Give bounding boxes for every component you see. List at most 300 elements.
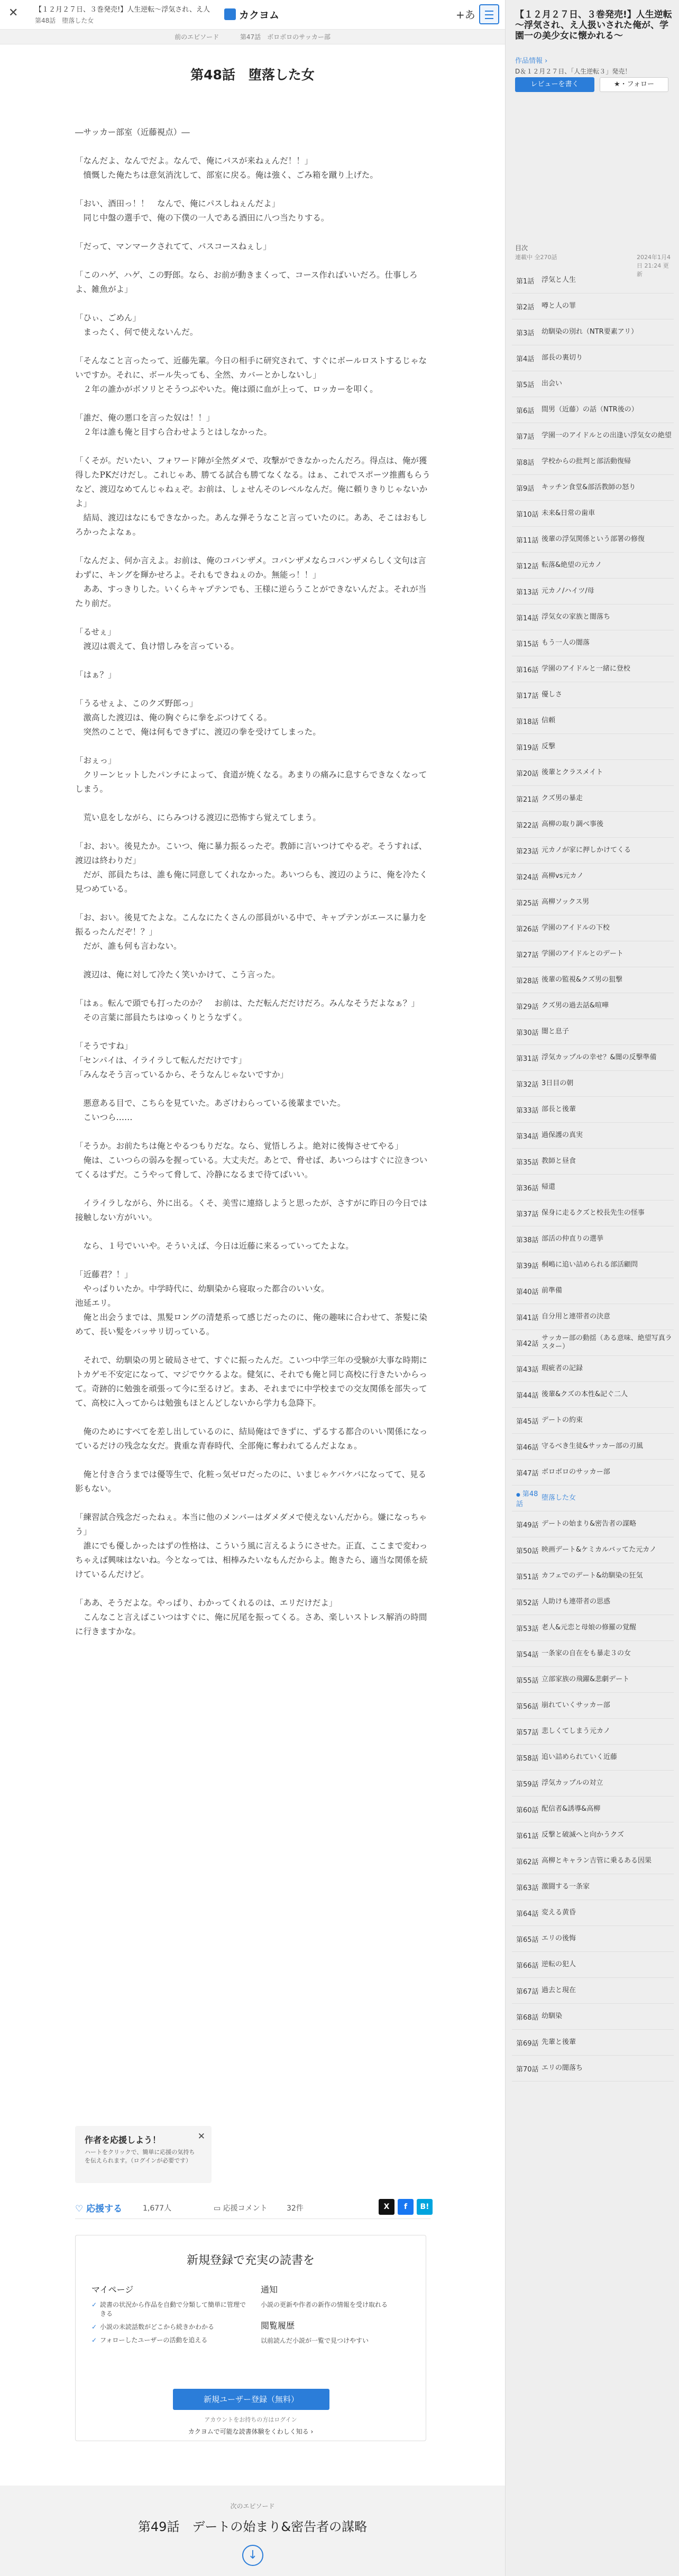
- toc-episode-item[interactable]: [512, 890, 674, 915]
- body-paragraph: [75, 539, 430, 554]
- toc-episode-item[interactable]: [512, 1589, 674, 1615]
- toc-episode-title: 出会い: [542, 380, 563, 388]
- toc-episode-number: 第27話: [516, 951, 539, 959]
- body-paragraph: [75, 182, 430, 197]
- episode-nav: [0, 30, 505, 44]
- toc-episode-item[interactable]: [512, 1796, 674, 1822]
- toc-episode-item[interactable]: [512, 1952, 674, 1978]
- write-review-button[interactable]: レビューを書く: [515, 77, 594, 92]
- arrow-down-icon[interactable]: ↓: [242, 2545, 263, 2566]
- work-title[interactable]: 【１２月２７日、３巻発売!】人生逆転～浮気され、え人: [35, 6, 210, 14]
- toc-episode-item[interactable]: [512, 1771, 674, 1796]
- toc-episode-title: 信頼: [542, 717, 556, 725]
- body-paragraph: 「なんだよ、何か言えよ。お前は、俺のコバンザメ。コバンザメならコバンザメらしく文句は言わずに、キングを輝かせろよ。それもできねぇのか。無能っ！！」: [75, 556, 426, 580]
- body-paragraph: 「そんなこと言ったって、近藤先輩。今日の相手に研究されて、すぐにボールロストするじゃないですか。それに、ボール失っても、全然、カバーとかしないし」: [75, 356, 427, 380]
- toc-episode-title: 転落&絶望の元カノ: [542, 561, 602, 569]
- mypage-benefit: ✓ 小説の未読話数がどこから続きかわかる: [91, 2323, 250, 2332]
- toc-episode-item[interactable]: [512, 734, 674, 760]
- toc-episode-number: 第32話: [516, 1080, 539, 1089]
- toc-episode-title: 後輩&クズの本性&記ぐ二人: [542, 1390, 628, 1398]
- toc-episode-title: 学園のアイドルの下校: [542, 924, 610, 932]
- toc-heading: 目次: [515, 244, 528, 252]
- body-paragraph: [75, 654, 430, 668]
- toc-episode-item[interactable]: [512, 345, 674, 371]
- body-paragraph: 「くそが。だいたい、フォワード陣が全然ダメで、攻撃ができなかったんだろ。得点は、俺が獲得したPKだけだし。これじゃあ、勝てる試合も勝てなくなる。はぁ、これでスポーツ推薦もらうなど、渡辺なめてんじゃねぇぞ。お前は、しょせんそのレベルなんだ。俺に頼りきりじゃないかよ」: [75, 456, 430, 508]
- toc-episode-number: 第65話: [516, 1936, 539, 1944]
- toc-episode-number: 第6話: [516, 407, 535, 415]
- history-text: 以前読んだ小説が一覧で見つけやすい: [261, 2337, 369, 2344]
- toc-episode-item[interactable]: [512, 449, 674, 475]
- toc-episode-item[interactable]: [512, 1123, 674, 1149]
- toc-episode-item[interactable]: [512, 604, 674, 630]
- body-paragraph: [75, 225, 430, 240]
- body-paragraph: [75, 439, 430, 454]
- work-info-link[interactable]: 作品情報 ›: [515, 57, 548, 65]
- prev-episode-link[interactable]: 前のエピソード: [175, 33, 219, 41]
- toc-episode-item[interactable]: [512, 1408, 674, 1434]
- body-paragraph: 誰にでも優しかったはずの性格は、こういう風に言えるようにさせた。正直、ここまで変わっちゃえば興味はないね。今となっては、相棒みたいなもんだからよ。飽きたら、適当な関係を続けているんだけど。: [75, 1541, 428, 1579]
- body-paragraph: 渡辺は、俺に対して冷たく笑いかけて、こう言った。: [75, 970, 280, 979]
- toc-episode-number: 第59話: [516, 1780, 539, 1789]
- body-paragraph: クリーンヒットしたパンチによって、食道が焼くなる。あまりの痛みに息すらできなくなってしまう。: [75, 770, 427, 794]
- toc-episode-number: 第10話: [516, 510, 539, 519]
- toc-episode-number: 第2話: [516, 303, 535, 311]
- toc-episode-title: 浮気女の家族と闇落ち: [542, 613, 611, 621]
- kakuyomu-logo-icon: [224, 8, 236, 20]
- toc-episode-item[interactable]: [512, 812, 674, 838]
- toc-episode-number: 第53話: [516, 1625, 539, 1633]
- comment-button[interactable]: ▭ 応援コメント: [214, 2204, 268, 2213]
- body-paragraph: [75, 682, 430, 696]
- toc-episode-title: 過保護の真実: [542, 1131, 583, 1139]
- toc-episode-item[interactable]: [512, 268, 674, 294]
- body-paragraph: 「練習試合残念だったねぇ。本当に他のメンバーはダメダメで使えないんだから。嫌になっちゃう」: [75, 1512, 427, 1536]
- toc-episode-title: 配信者&誘導&高柳: [542, 1805, 601, 1813]
- toc-episode-item[interactable]: [512, 579, 674, 604]
- toc-episode-item[interactable]: [512, 2004, 674, 2030]
- body-paragraph: だが、誰も何も言わない。: [75, 941, 182, 951]
- toc-episode-number: 第8話: [516, 459, 535, 467]
- body-paragraph: まったく、何で使えないんだ。: [75, 327, 198, 337]
- toc-episode-title: 立部家族の飛躍&悲劇デート: [542, 1675, 630, 1683]
- toc-meta: [515, 253, 674, 278]
- toc-episode-number: 第17話: [516, 692, 539, 700]
- toc-episode-item[interactable]: [512, 371, 674, 397]
- support-note-title: 作者を応援しよう！: [85, 2135, 161, 2145]
- body-paragraph: 「るせぇ」: [75, 627, 116, 637]
- toc-episode-title: 部長の裏切り: [542, 354, 583, 362]
- episode-body: [75, 111, 430, 1639]
- toc-episode-item[interactable]: [512, 1563, 674, 1589]
- toc-episode-item[interactable]: [512, 1822, 674, 1848]
- learn-more-link[interactable]: カクヨムで可能な読書体験をくわしく知る ›: [188, 2428, 314, 2435]
- hatena-bookmark-icon[interactable]: B!: [417, 2199, 433, 2215]
- toc-episode-number: 第37話: [516, 1210, 539, 1218]
- body-paragraph: [75, 297, 430, 311]
- toc-episode-title: 一条家の自在をも暴走３の女: [542, 1649, 631, 1657]
- toc-episode-item[interactable]: [512, 760, 674, 786]
- body-paragraph: 「お、おい。後見てたよな。こんなにたくさんの部員がいる中で、キャプテンがエースに暴力を振るったんだぞ！？」: [75, 913, 427, 937]
- toc-episode-title: 瑕疵者の記録: [542, 1364, 583, 1372]
- toc-episode-item[interactable]: [512, 993, 674, 1019]
- toc-episode-title: 部長と後輩: [542, 1105, 576, 1113]
- sidebar-work-title[interactable]: 【１２月２７日、３巻発売!】人生逆転～浮気され、え人扱いされた俺が、学園一の美少女に懐かれる～: [515, 10, 672, 41]
- toc-episode-number: 第66話: [516, 1961, 539, 1970]
- history-heading: 閲覧履歴: [261, 2321, 295, 2331]
- toc-episode-number: 第69話: [516, 2039, 539, 2048]
- body-paragraph: 「このハゲ、ハゲ、この野郎。なら、お前が動きまくって、コース作ればいいだろ。仕事しろよ、雑魚がよ」: [75, 270, 418, 294]
- toc-episode-title: 自分用と連帯者の決意: [542, 1313, 611, 1321]
- toc-episode-number: 第63話: [516, 1884, 539, 1892]
- login-link[interactable]: アカウントをお持ちの方はログイン: [204, 2416, 297, 2423]
- toc-episode-title: サッカー部の動揺（ある意味、絶望写真ラスター）: [542, 1334, 672, 1351]
- body-paragraph: 俺と付き合うまでは優等生で、化粧っ気ゼロだったのに、いまじゃケバケバになってて、見る影もない。: [75, 1470, 427, 1493]
- mypage-benefit: ✓ 読書の状況から作品を自動で分類して簡単に管理できる: [91, 2300, 250, 2318]
- toc-episode-title: 堕落した女: [542, 1494, 576, 1502]
- toc-episode-number: 第19話: [516, 744, 539, 752]
- body-paragraph: [75, 1025, 430, 1039]
- toc-episode-number: 第7話: [516, 433, 535, 441]
- current-section-label[interactable]: 第47話 ボロボロのサッカー部: [240, 33, 331, 41]
- toc-episode-item[interactable]: [512, 501, 674, 527]
- toc-episode-item[interactable]: [512, 1045, 674, 1071]
- toc-episode-title: もう一人の闇落: [542, 639, 590, 647]
- toc-episode-title: 反撃: [542, 742, 556, 750]
- toc-episode-item[interactable]: [512, 1978, 674, 2004]
- toc-episode-title: 学校からの批判と部活動復帰: [542, 457, 631, 465]
- toc-episode-number: 第55話: [516, 1676, 539, 1685]
- toc-episode-item[interactable]: [512, 397, 674, 423]
- toc-episode-number: 第46話: [516, 1443, 539, 1452]
- toc-updated: 2024年1月4日 21:24 更新: [637, 254, 671, 278]
- toc-episode-item[interactable]: [512, 708, 674, 734]
- toc-episode-number: 第30話: [516, 1029, 539, 1037]
- toc-episode-title: 先輩と後輩: [542, 2038, 576, 2046]
- toc-episode-title: クズ男の暴走: [542, 794, 583, 802]
- toc-episode-number: 第50話: [516, 1547, 539, 1555]
- toc-episode-item[interactable]: [512, 864, 674, 890]
- body-paragraph: イライラしながら、外に出る。くそ、美雪に連絡しようと思ったが、さすがに昨日の今日では接触しない方がいい。: [75, 1198, 427, 1222]
- body-paragraph: 「なんだよ、なんでだよ。なんで、俺にパスが来ねぇんだ！！」: [75, 156, 313, 166]
- toc-episode-item[interactable]: [512, 1019, 674, 1045]
- toc-episode-title: 前準備: [542, 1287, 563, 1295]
- x-share-icon[interactable]: X: [379, 2199, 394, 2215]
- toc-episode-title: 過去と現在: [542, 1986, 576, 1994]
- toc-episode-item[interactable]: [512, 838, 674, 864]
- toc-count: 連載中 全270話: [515, 254, 557, 261]
- body-paragraph: 「うるせぇよ、このクズ野郎っ」: [75, 699, 198, 708]
- body-paragraph: 渡辺は震えて、負け惜しみを言っている。: [75, 641, 239, 651]
- toc-episode-item[interactable]: [512, 682, 674, 708]
- toc-episode-item[interactable]: [512, 1382, 674, 1408]
- toc-episode-number: 第31話: [516, 1055, 539, 1063]
- toc-episode-title: 元カノが家に押しかけてくる: [542, 846, 631, 854]
- toc-episode-number: 第61話: [516, 1832, 539, 1840]
- toc-episode-title: 優しさ: [542, 691, 563, 699]
- toc-episode-number: 第68話: [516, 2013, 539, 2022]
- body-paragraph: ああ、すっきりした。いくらキャプテンでも、王様に逆らうことができないんだよ。それが当たり前だ。: [75, 584, 427, 608]
- toc-episode-title: 高柳の取り調べ事後: [542, 820, 604, 828]
- toc-episode-number: 第64話: [516, 1910, 539, 1918]
- toc-episode-title: 帰還: [542, 1183, 556, 1191]
- body-paragraph: 突然のことで、俺は何もできずに、渡辺の拳を受けてしまった。: [75, 727, 321, 737]
- mypage-column: [91, 2283, 250, 2349]
- toc-episode-title: 浮気カップルの対立: [542, 1779, 603, 1787]
- follow-button[interactable]: ★・フォロー: [600, 77, 668, 92]
- toc-episode-title: 桐嶋に追い詰められる部活顧問: [542, 1261, 638, 1269]
- toc-menu-button[interactable]: [479, 4, 499, 24]
- notify-text: 小説の更新や作者の新作の情報を受け取れる: [261, 2301, 388, 2308]
- toc-episode-number: 第1話: [516, 277, 535, 286]
- toc-episode-number: 第26話: [516, 925, 539, 933]
- body-paragraph: [75, 1453, 430, 1468]
- toc-episode-number: 第36話: [516, 1184, 539, 1193]
- site-logo[interactable]: [224, 7, 279, 21]
- close-icon[interactable]: ✕: [197, 2131, 205, 2142]
- toc-episode-item[interactable]: [512, 1848, 674, 1874]
- toc-episode-number: 第24話: [516, 873, 539, 882]
- toc-episode-number: 第40話: [516, 1288, 539, 1296]
- body-paragraph: こいつら……: [75, 1113, 133, 1122]
- toc-episode-item[interactable]: [512, 553, 674, 579]
- body-paragraph: 荒い息をしながら、にらみつける渡辺に恐怖すら覚えてしまう。: [75, 813, 321, 822]
- body-paragraph: ―サッカー部室（近藤視点）―: [75, 127, 190, 137]
- toc-episode-item[interactable]: [512, 1667, 674, 1693]
- cheer-count[interactable]: 1,677人: [143, 2204, 172, 2213]
- toc-episode-title: 学園のアイドルとのデート: [542, 950, 623, 958]
- toc-episode-item[interactable]: [512, 1615, 674, 1641]
- toc-episode-item[interactable]: [512, 656, 674, 682]
- toc-episode-item[interactable]: [512, 1175, 674, 1200]
- sidebar-news[interactable]: D＆１２月２７日、「人生逆転３」発売！: [515, 68, 631, 75]
- toc-episode-item[interactable]: [512, 1745, 674, 1771]
- body-paragraph: 池延エリ。: [75, 1298, 116, 1308]
- body-paragraph: 「みんなそう言っているから、そうなんじゃないですか」: [75, 1070, 289, 1079]
- toc-episode-title: 教師と昼食: [542, 1157, 576, 1165]
- body-paragraph: [75, 397, 430, 411]
- body-paragraph: 「ひぃ、ごめん」: [75, 313, 141, 323]
- toc-episode-item[interactable]: [512, 1097, 674, 1123]
- toc-episode-number: 第33話: [516, 1106, 539, 1115]
- mypage-heading: マイページ: [91, 2285, 134, 2295]
- body-paragraph: ２年は誰も俺と目すら合わせようとはしなかった。: [75, 427, 272, 437]
- toc-episode-number: 第20話: [516, 769, 539, 778]
- body-paragraph: 「センパイは、イライラして転んだだけです」: [75, 1056, 246, 1065]
- body-paragraph: 俺は、こいつらの弱みを握っている。大丈夫だ。あとで、脅せば、あいつらはすぐに泣きついてくるはずだ。こうやって脅して、冷静になるまで待てばいい。: [75, 1156, 428, 1179]
- facebook-share-icon[interactable]: f: [398, 2199, 414, 2215]
- toc-episode-title: 逆転の犯人: [542, 1960, 576, 1968]
- body-paragraph: 「誰だ、俺の悪口を言った奴は！！」: [75, 413, 215, 423]
- font-size-button[interactable]: +あ: [456, 8, 475, 21]
- toc-episode-title: 3日目の朝: [542, 1079, 574, 1087]
- body-paragraph: それで、幼馴染の男と破局させて、すぐに振ったんだ。こいつ中学三年の受験が大事な時期にトカゲモ不安定になって、マジでウケるよな。健気に、それでも俺と同じ高校に行きたいからって。奇跡的に勉強を頑張って今に至るけど。まあ、それまでに中学校までの交友関係を部失ってて、高校に入ってからは勉強もほとんどしないから学力も急降下。: [75, 1355, 427, 1408]
- toc-episode-number: 第4話: [516, 355, 535, 363]
- toc-episode-item[interactable]: [512, 2030, 674, 2056]
- toc-episode-number: 第18話: [516, 718, 539, 726]
- cheer-button[interactable]: ♡ 応援する: [75, 2204, 123, 2214]
- episode-subtitle: 第48話 堕落した女: [35, 17, 94, 24]
- toc-episode-item[interactable]: [512, 1511, 674, 1537]
- toc-episode-title: 激闘する一条家: [542, 1883, 590, 1891]
- toc-episode-title: 幼馴染の別れ（NTR要素アリ）: [542, 328, 638, 336]
- toc-episode-item[interactable]: [512, 1356, 674, 1382]
- comment-label: 応援コメント: [223, 2204, 268, 2213]
- body-paragraph: 「お、おい。後見たか。こいつ、俺に暴力振るったぞ。教師に言いつけてやるぞ。そうすれば、渡辺は終わりだ」: [75, 841, 427, 865]
- toc-episode-title: 後輩の浮気関係という部署の修復: [542, 535, 645, 543]
- toc-episode-item[interactable]: [512, 1149, 674, 1175]
- toc-episode-number: 第47話: [516, 1469, 539, 1478]
- toc-episode-item[interactable]: [512, 1486, 674, 1511]
- toc-episode-title: 後輩の監視&クズ男の狙撃: [542, 976, 623, 984]
- toc-episode-title: エリの闇落ち: [542, 2064, 583, 2072]
- toc-episode-number: 第12話: [516, 562, 539, 571]
- body-paragraph: やっぱりいたか。中学時代に、幼馴染から寝取った都合のいい女。: [75, 1284, 329, 1294]
- toc-episode-number: 第3話: [516, 329, 535, 337]
- toc-episode-number: 第60話: [516, 1806, 539, 1814]
- body-paragraph: なら、１号でいいや。そういえば、今日は近藤に来るっていってたよな。: [75, 1241, 354, 1251]
- toc-episode-number: 第39話: [516, 1262, 539, 1270]
- toc-episode-item[interactable]: [512, 1900, 674, 1926]
- toc-episode-item[interactable]: [512, 1226, 674, 1252]
- toc-episode-title: 部活の仲直りの選挙: [542, 1235, 604, 1243]
- body-paragraph: [75, 739, 430, 754]
- toc-episode-item[interactable]: [512, 475, 674, 501]
- signup-title: 新規登録で充実の読書を: [186, 2254, 315, 2267]
- toc-episode-title: 追い詰められていく近藤: [542, 1753, 618, 1761]
- toc-episode-item[interactable]: [512, 630, 674, 656]
- body-paragraph: [75, 340, 430, 354]
- toc-episode-number: 第38話: [516, 1236, 539, 1244]
- toc-episode-number: 第54話: [516, 1651, 539, 1659]
- body-paragraph: 悪意ある目で、こちらを見ていた。あざけわらっている後輩までいた。: [75, 1098, 346, 1108]
- toc-episode-number: 第42話: [516, 1340, 539, 1348]
- toc-episode-item[interactable]: [512, 1252, 674, 1278]
- body-paragraph: 「おい、酒田っ！！ なんで、俺にパスしねぇんだよ」: [75, 199, 280, 208]
- next-episode-title[interactable]: 第49話 デートの始まり&密告者の謀略: [137, 2519, 368, 2534]
- body-paragraph: [75, 982, 430, 996]
- body-paragraph: その言葉に部員たちはゆっくりとうなずく。: [75, 1013, 247, 1022]
- toc-episode-item[interactable]: [512, 915, 674, 941]
- toc-episode-title: 未来&日常の歯車: [542, 509, 595, 517]
- episode-title: 第48話 堕落した女: [190, 67, 315, 82]
- body-paragraph: 「ああ、そうだよな。やっぱり、わかってくれるのは、エリだけだよ」: [75, 1598, 337, 1608]
- toc-episode-title: エリの後悔: [542, 1935, 576, 1942]
- menu-line-icon: [485, 18, 493, 19]
- toc-episode-number: 第35話: [516, 1158, 539, 1167]
- body-paragraph: [75, 1339, 430, 1353]
- toc-episode-number: 第49話: [516, 1521, 539, 1529]
- body-paragraph: 「そうですね」: [75, 1041, 133, 1051]
- toc-episode-number: 第21話: [516, 795, 539, 804]
- toc-episode-item[interactable]: [512, 1200, 674, 1226]
- toc-episode-item[interactable]: [512, 1719, 674, 1745]
- toc-episode-item[interactable]: [512, 1460, 674, 1486]
- toc-episode-item[interactable]: [512, 1071, 674, 1097]
- notify-heading: 通知: [261, 2285, 278, 2295]
- body-paragraph: [75, 796, 430, 811]
- toc-episode-number: 第44話: [516, 1391, 539, 1400]
- toc-episode-number: 第15話: [516, 640, 539, 648]
- toc-episode-title: 悲しくてしまう元カノ: [542, 1727, 611, 1735]
- toc-episode-title: 幼馴染: [542, 2012, 563, 2020]
- menu-line-icon: [485, 11, 493, 12]
- toc-episode-item[interactable]: [512, 1926, 674, 1952]
- body-paragraph: [75, 1253, 430, 1268]
- toc-episode-title: 映画デート&ケミカルバッてた元カノ: [542, 1546, 657, 1554]
- features-column: [261, 2283, 409, 2355]
- toc-episode-number: 第28話: [516, 977, 539, 985]
- toc-episode-item[interactable]: [512, 1537, 674, 1563]
- toc-episode-number: 第29話: [516, 1003, 539, 1011]
- body-paragraph: [75, 1225, 430, 1239]
- toc-episode-title: デートの始まり&密告者の謀略: [542, 1520, 637, 1528]
- author-support-note: [75, 2126, 212, 2183]
- body-paragraph: [75, 1182, 430, 1196]
- toc-episode-item[interactable]: [512, 2056, 674, 2082]
- body-paragraph: [75, 1410, 430, 1425]
- toc-episode-item[interactable]: [512, 1434, 674, 1460]
- toc-episode-item[interactable]: [512, 423, 674, 449]
- toc-episode-item[interactable]: [512, 1641, 674, 1667]
- toc-episode-number: 第25話: [516, 899, 539, 907]
- body-paragraph: [75, 111, 430, 125]
- toc-episode-number: 第41話: [516, 1314, 539, 1322]
- toc-episode-item[interactable]: [512, 1874, 674, 1900]
- toc-episode-number: 第16話: [516, 666, 539, 674]
- body-paragraph: こんなこと言えばこいつはすぐに、俺に尻尾を振ってくる。さあ、楽しいストレス解消の時間に行きますかな。: [75, 1612, 427, 1636]
- toc-episode-item[interactable]: [512, 967, 674, 993]
- sidebar: [505, 0, 679, 2576]
- toc-episode-title: 学園のアイドルと一緒に登校: [542, 665, 630, 673]
- body-paragraph: [75, 1125, 430, 1139]
- toc-episode-item[interactable]: [512, 294, 674, 319]
- toc-episode-title: 高柳vs元カノ: [542, 872, 584, 880]
- menu-line-icon: [485, 14, 493, 15]
- top-bar: [0, 0, 505, 30]
- toc-episode-title: 闇と息子: [542, 1028, 570, 1035]
- body-paragraph: 「だって、マンマークされてて、パスコースねぇし」: [75, 242, 271, 251]
- toc-episode-title: 変える黄昏: [542, 1909, 576, 1917]
- body-paragraph: [75, 954, 430, 968]
- toc-episode-item[interactable]: [512, 1278, 674, 1304]
- toc-episode-title: 保身に走るクズと校長先生の怪事: [542, 1209, 645, 1217]
- body-paragraph: [75, 1496, 430, 1510]
- body-paragraph: ２年の誰かがボソリとそうつぶやいた。俺は頭に血が上って、ロッカーを叩く。: [75, 384, 378, 394]
- toc-episode-item[interactable]: [512, 527, 674, 553]
- toc-episode-title: キッチン食堂&部活教師の怒り: [542, 483, 636, 491]
- toc-episode-item[interactable]: [512, 319, 674, 345]
- toc-episode-number: 第70話: [516, 2065, 539, 2074]
- toc-episode-title: 元カノ/ハイツ/母: [542, 587, 594, 595]
- toc-episode-item[interactable]: [512, 1330, 674, 1356]
- body-paragraph: 同じ中盤の選手で、俺の下僕の一人である酒田に八つ当たりする。: [75, 213, 329, 223]
- register-button[interactable]: 新規ユーザー登録（無料）: [173, 2389, 329, 2410]
- toc-episode-number: 第5話: [516, 381, 535, 389]
- toc-episode-item[interactable]: [512, 786, 674, 812]
- toc-episode-number: ● 第48話: [516, 1488, 542, 1508]
- toc-episode-title: 間男（近藤）の話（NTR後の）: [542, 406, 638, 414]
- toc-episode-title: 学園一のアイドルとの出逢い浮気女の絶望: [542, 432, 672, 439]
- comment-count[interactable]: 32件: [287, 2204, 304, 2213]
- toc-episode-item[interactable]: [512, 1304, 674, 1330]
- toc-episode-number: 第9話: [516, 484, 535, 493]
- toc-episode-item[interactable]: [512, 1693, 674, 1719]
- close-icon[interactable]: ✕: [8, 6, 19, 20]
- body-paragraph: 「近藤君？！」: [75, 1270, 133, 1279]
- toc-episode-number: 第58話: [516, 1754, 539, 1763]
- toc-episode-item[interactable]: [512, 941, 674, 967]
- toc-episode-title: 浮気カップルの幸せ？&闇の反撃準備: [542, 1053, 657, 1061]
